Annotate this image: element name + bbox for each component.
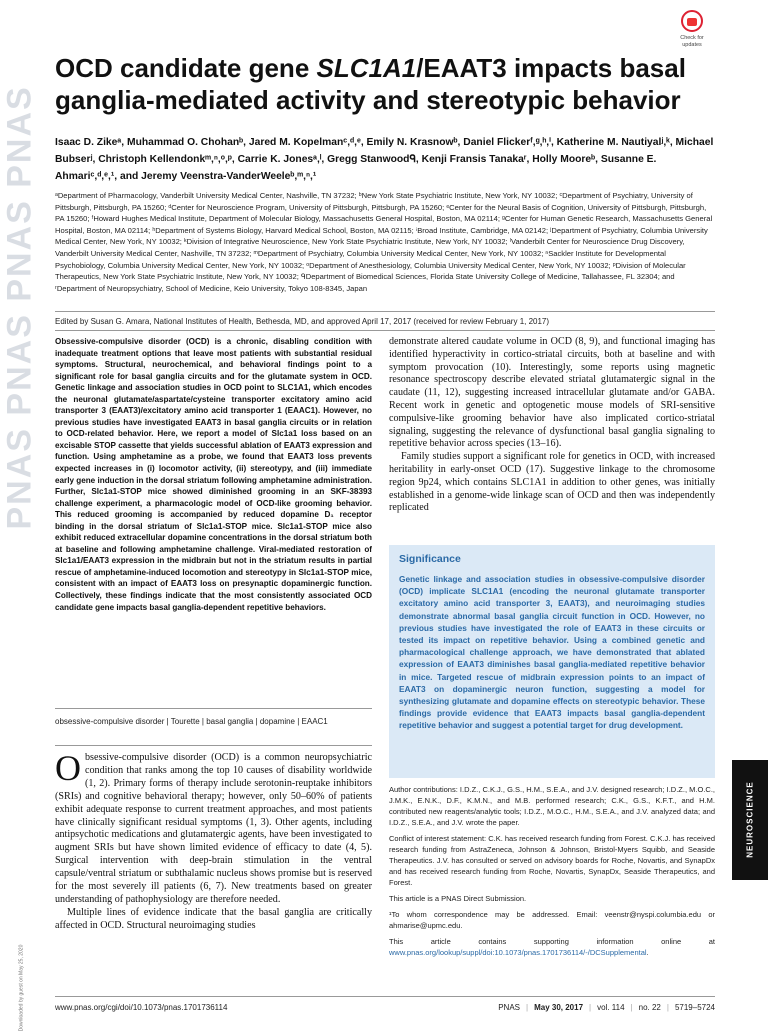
- footer-doi-url[interactable]: www.pnas.org/cgi/doi/10.1073/pnas.1701736114: [55, 1003, 228, 1012]
- body-paragraph-1: demonstrate altered caudate volume in OCD (8, 9), and functional imaging has identified hyperactivity in cortico-striatal circuits, both at baseline and with symptom provocation (10). Interestingly, some reports using magnetic resonance spectroscopy describe elevated striatal glutamatergic signal in the caudate (11, 12), suggesting increased intracellular glutamate and/or GABA. Recent work in genetic and optogenetic mouse models of SRI-sensitive compulsive-like grooming behavior have also implicated cortico-striatal signaling, suggesting the relevance of dysfunctional basal ganglia signaling to repetitive behavior across species (13–16).: [389, 336, 715, 450]
- author-contributions: Author contributions: I.D.Z., C.K.J., G.S., H.M., S.E.A., and J.V. designed research; I.D.Z., M.O.C., J.M.K., E.N.K., D.F., K.M.N., and M.B. performed research; C.K., G.S., K.F.T., and H.M. contributed new reagents/analytic tools; I.D.Z., M.O.C., H.M., S.E.A., and J.V. analyzed data; and I.D.Z., S.E.A., and J.V. wrote the paper.: [389, 785, 715, 827]
- pnas-sidebar-logo: PNAS PNAS PNAS PNAS: [0, 85, 39, 530]
- divider: [55, 745, 372, 746]
- supporting-info: This article contains supporting information online at www.pnas.org/lookup/suppl/doi:10.1073/pnas.1701736114/-/DCSupplemental.: [389, 937, 715, 957]
- badge-label: Check for updates: [680, 35, 704, 48]
- article-title: OCD candidate gene SLC1A1/EAAT3 impacts basal ganglia-mediated activity and stereotypic behavior: [55, 53, 686, 115]
- abstract: Obsessive-compulsive disorder (OCD) is a chronic, disabling condition with inadequate treatment options that leave most patients with substantial residual symptoms. Structural, neurochemical, and behavioral findings point to a significant role for basal ganglia circuits and for the glutamate system in OCD. Genetic linkage and association studies in OCD point to SLC1A1, which encodes the neuronal glutamate/aspartate/cysteine transporter excitatory amino acid transporter 3 (EAAT3)/excitatory amino acid transporter 1 (EAAC1). However, no previous studies have investigated EAAT3 in basal ganglia circuits or in relation to OCD-related behavior. Here, we report a model of Slc1a1 loss based on an excisable STOP cassette that yields successful ablation of EAAT3 expression and function. Using amphetamine as a probe, we found that EAAT3 loss prevents expected increases in (i) locomotor activity, (ii) stereotypy, and (iii) immediate early gene induction in the dorsal striatum following amphetamine administration. Further, Slc1a1-STOP mice showed diminished grooming in an SKF-38393 challenge experiment, a pharmacologic model of OCD-like grooming behavior. This reduced grooming is accompanied by reduced dopamine D₁ receptor binding in the dorsal striatum of Slc1a1-STOP mice. Slc1a1-STOP mice also exhibit reduced extracellular dopamine concentrations in the dorsal striatum both at baseline and following amphetamine challenge. Viral-mediated restoration of Slc1a1/EAAT3 expression in the midbrain but not in the striatum results in partial rescue of amphetamine-induced locomotion and stereotypy in Slc1a1-STOP mice, consistent with an impact of EAAT3 loss on presynaptic dopaminergic function. Collectively, these findings indicate that the most consistently associated OCD candidate gene impacts basal ganglia-dependent repetitive behaviors.: [55, 337, 372, 612]
- section-tab: NEUROSCIENCE: [732, 760, 768, 880]
- keywords: obsessive-compulsive disorder | Tourette | basal ganglia | dopamine | EAAC1: [55, 717, 328, 726]
- intro-paragraph-1: Obsessive-compulsive disorder (OCD) is a common neuropsychiatric condition that ranks among the top 10 causes of disability worldwide (1, 2). Primary forms of therapy include serotonin-reuptake inhibitors (SRIs) and cognitive behavioral therapy; however, only 50–60% of patients exhibit adequate response to current treatment approaches, and most patients have clinically significant residual symptoms (1, 3). Other agents, including antipsychotic medications and glutamatergic agents, have been investigated to augment SRIs but have shown limited evidence of efficacy to date (4, 5). Surgical intervention with deep-brain stimulation in the ventral capsule/ventral striatum or subthalamic nucleus shows promise but is reserved for the most severely ill patients (6, 7). New treatments based on greater understanding of pathophysiology are therefore needed.: [55, 748, 372, 905]
- drop-cap: O: [55, 748, 81, 788]
- footer-citation: PNAS | May 30, 2017 | vol. 114 | no. 22 | 5719–5724: [498, 1003, 715, 1012]
- crossmark-icon: [681, 10, 703, 32]
- introduction-text: [55, 748, 372, 933]
- direct-submission: This article is a PNAS Direct Submission.: [389, 894, 527, 903]
- significance-title: Significance: [399, 553, 461, 565]
- edited-by: Edited by Susan G. Amara, National Institutes of Health, Bethesda, MD, and approved April 17, 2017 (received for review February 1, 2017): [55, 317, 550, 326]
- significance-box: [389, 545, 715, 778]
- article-notes: [389, 784, 715, 963]
- divider: [55, 311, 715, 312]
- correspondence: ¹To whom correspondence may be addressed. Email: veenstr@nyspi.columbia.edu or ahmarise@upmc.edu.: [389, 910, 715, 930]
- conflict-statement: Conflict of interest statement: C.K. has received research funding from Forest. C.K.J. has received research funding from AstraZeneca, Johnson & Johnson, Bristol-Myers Squibb, and Seaside Therapeutics. J.V. has consulted or served on advisory boards for Roche, Novartis, and SynapDx and has received research funding from Roche, Novartis, SynapDx, Seaside Therapeutics, and Forest.: [389, 834, 715, 887]
- affiliations: ᵃDepartment of Pharmacology, Vanderbilt University Medical Center, Nashville, TN 37232; ᵇNew York State Psychiatric Institute, New York, NY 10032; ᶜDepartment of Psychiatry, University of Pittsburgh, Pittsburgh, PA 15260; ᵈCenter for Neuroscience Program, University of Pittsburgh, Pittsburgh, PA 15260; ᵉCenter for the Neural Basis of Cognition, University of Pittsburgh, Pittsburgh, PA 15260; ᶠHoward Hughes Medical Institute, Department of Molecular Biology, Massachusetts General Hospital, Boston, MA 02114; ᵍCenter for Human Genetic Research, Massachusetts General Hospital, Boston, MA 02114; ʰDepartment of Systems Biology, Harvard Medical School, Boston, MA 02115; ⁱBroad Institute, Cambridge, MA 02142; ʲDepartment of Psychiatry, Columbia University Medical Center, New York, NY 10032; ᵏDivision of Integrative Neuroscience, New York State Psychiatric Institute, New York, NY 10032; ˡVanderbilt Center for Neuroscience Drug Discovery, Vanderbilt University Medical Center, Nashville, TN 37232; ᵐDepartment of Psychiatry, Columbia University Medical Center, New York, NY 10032; ⁿSackler Institute for Developmental Psychobiology, Columbia University Medical Center, New York, NY 10032; ᵒDepartment of Anesthesiology, Columbia University Medical Center, New York, NY 10032; ᵖDivision of Molecular Therapeutics, New York State Psychiatric Institute, New York, NY 10032; ᑫDepartment of Biomedical Sciences, Florida State University College of Medicine, Tallahassee, FL 32304; and ʳDepartment of Neuropsychiatry, School of Medicine, Keio University, Tokyo 108-8345, Japan: [55, 191, 713, 293]
- supporting-info-link[interactable]: www.pnas.org/lookup/suppl/doi:10.1073/pnas.1701736114/-/DCSupplemental: [389, 948, 647, 957]
- body-paragraph-2: Family studies support a significant role for genetics in OCD, with increased heritability in early-onset OCD (17). Suggestive linkage to the chromosome region 9p24, which contains SLC1A1 in addition to other genes, was initially established in a genome-wide linkage scan of OCD and then was independently replicated: [389, 451, 715, 514]
- check-for-updates-badge[interactable]: [672, 10, 712, 54]
- download-note: Downloaded by guest on May 25, 2020: [18, 944, 25, 1031]
- intro-paragraph-2: Multiple lines of evidence indicate that the basal ganglia are critically affected in OCD. Structural neuroimaging studies: [55, 906, 372, 931]
- footer-divider: [55, 996, 715, 997]
- author-list: Isaac D. Zikeᵃ, Muhammad O. Chohanᵇ, Jared M. Kopelmanᶜ,ᵈ,ᵉ, Emily N. Krasnowᵇ, Daniel Flickerᶠ,ᵍ,ʰ,ⁱ, Katherine M. Nautiyalʲ,ᵏ, Michael Bubserʲ, Christoph Kellendonkᵐ,ⁿ,ᵒ,ᵖ, Carrie K. Jonesᵃ,ˡ, Gregg Stanwoodᑫ, Kenji Fransis Tanakaʳ, Holly Mooreᵇ, Susanne E. Ahmariᶜ,ᵈ,ᵉ,¹, and Jeremy Veenstra-VanderWeeleᵇ,ᵐ,ⁿ,¹: [55, 137, 714, 182]
- right-column-text: [389, 336, 715, 515]
- significance-text: Genetic linkage and association studies in obsessive-compulsive disorder (OCD) implicate SLC1A1 (encoding the neuronal glutamate transporter excitatory amino acid transporter 3, EAAT3), and neuroimaging studies demonstrate abnormal basal ganglia circuit function in OCD. However, no previous studies have investigated the role of EAAT3 in these circuits or tested its impact on repetitive behavior. Using a combined genetic and pharmacological challenge approach, we have demonstrated that ablated expression of EAAT3 diminishes basal ganglia-mediated repetitive behavior in mice. Targeted rescue of midbrain expression points to an impact of EAAT3 on dopaminergic neuron function, suggesting a model for synthesizing glutamate and dopamine effects on stereotypic behavior. These findings provide evidence that EAAT3 impacts basal ganglia-dependent repetitive behavior and suggest a potential target for drug development.: [399, 574, 705, 731]
- divider: [55, 330, 715, 331]
- divider: [55, 708, 372, 709]
